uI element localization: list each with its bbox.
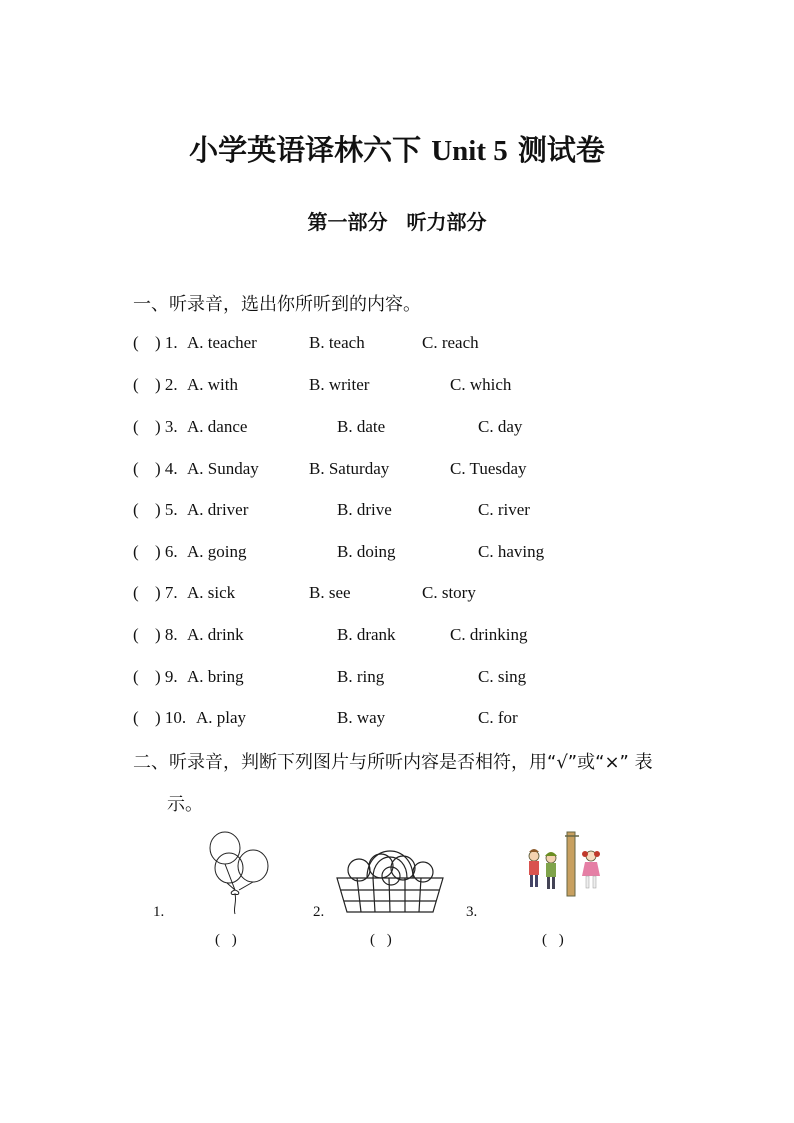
section-subtitle: 第一部分 听力部分 (307, 210, 487, 234)
option-b: B. doing (337, 542, 396, 561)
option-c: C. reach (422, 333, 479, 352)
option-c: C. river (478, 500, 530, 519)
option-c: C. story (422, 583, 476, 602)
option-a: A. bring (187, 667, 244, 686)
option-b: B. teach (309, 333, 365, 352)
basket-icon (329, 840, 451, 920)
answer-bracket[interactable]: ( (133, 625, 139, 644)
title-chinese: 小学英语译林六下 (189, 133, 422, 167)
section-1-heading: 一、听录音，选出你所听到的内容。 (133, 294, 421, 315)
option-a: A. play (196, 708, 247, 727)
option-a: A. Sunday (187, 459, 259, 478)
answer-bracket[interactable]: ( (133, 583, 139, 602)
option-c: C. Tuesday (450, 459, 527, 478)
picture-1-answer-bracket[interactable]: ( ) (215, 932, 237, 948)
option-b: B. see (309, 583, 351, 602)
answer-bracket[interactable]: ( (133, 500, 139, 519)
question-number: ) 3. (155, 417, 178, 436)
option-c: C. drinking (450, 625, 528, 644)
option-b: B. ring (337, 667, 385, 686)
option-a: A. going (187, 542, 247, 561)
question-number: ) 10. (155, 708, 187, 727)
answer-bracket[interactable]: ( (133, 667, 139, 686)
option-c: C. for (478, 708, 518, 727)
answer-bracket[interactable]: ( (133, 417, 139, 436)
picture-3-number: 3. (466, 904, 478, 920)
option-a: A. dance (187, 417, 248, 436)
question-number: ) 4. (155, 459, 178, 478)
question-number: ) 8. (155, 625, 178, 644)
question-number: ) 2. (155, 375, 178, 394)
option-a: A. drink (187, 625, 244, 644)
answer-bracket[interactable]: ( (133, 708, 139, 727)
page-title (0, 128, 794, 169)
option-b: B. Saturday (309, 459, 390, 478)
picture-3-answer-bracket[interactable]: ( ) (542, 932, 564, 948)
option-a: A. with (187, 375, 238, 394)
option-b: B. drive (337, 500, 392, 519)
option-c: C. which (450, 375, 512, 394)
answer-bracket[interactable]: ( (133, 333, 139, 352)
question-number: ) 7. (155, 583, 178, 602)
option-b: B. way (337, 708, 386, 727)
picture-2-answer-bracket[interactable]: ( ) (370, 932, 392, 948)
section-2-heading: 二、听录音，判断下列图片与所听内容是否相符，用“√”或“×” 表 (133, 752, 653, 773)
balloons-icon (203, 830, 275, 916)
option-c: C. having (478, 542, 545, 561)
option-c: C. sing (478, 667, 527, 686)
answer-bracket[interactable]: ( (133, 542, 139, 561)
option-a: A. teacher (187, 333, 257, 352)
option-b: B. writer (309, 375, 370, 394)
question-number: ) 9. (155, 667, 178, 686)
option-c: C. day (478, 417, 523, 436)
option-a: A. sick (187, 583, 236, 602)
picture-2-number: 2. (313, 904, 325, 920)
option-b: B. drank (337, 625, 396, 644)
title-chinese-suffix: 测试卷 (517, 133, 605, 167)
title-english: Unit 5 (431, 135, 508, 167)
section-2-heading-cont: 示。 (167, 794, 203, 815)
question-number: ) 6. (155, 542, 178, 561)
picture-1-number: 1. (153, 904, 165, 920)
children-measuring-height-icon (523, 830, 607, 898)
option-a: A. driver (187, 500, 249, 519)
answer-bracket[interactable]: ( (133, 459, 139, 478)
question-number: ) 1. (155, 333, 178, 352)
answer-bracket[interactable]: ( (133, 375, 139, 394)
option-b: B. date (337, 417, 386, 436)
question-number: ) 5. (155, 500, 178, 519)
